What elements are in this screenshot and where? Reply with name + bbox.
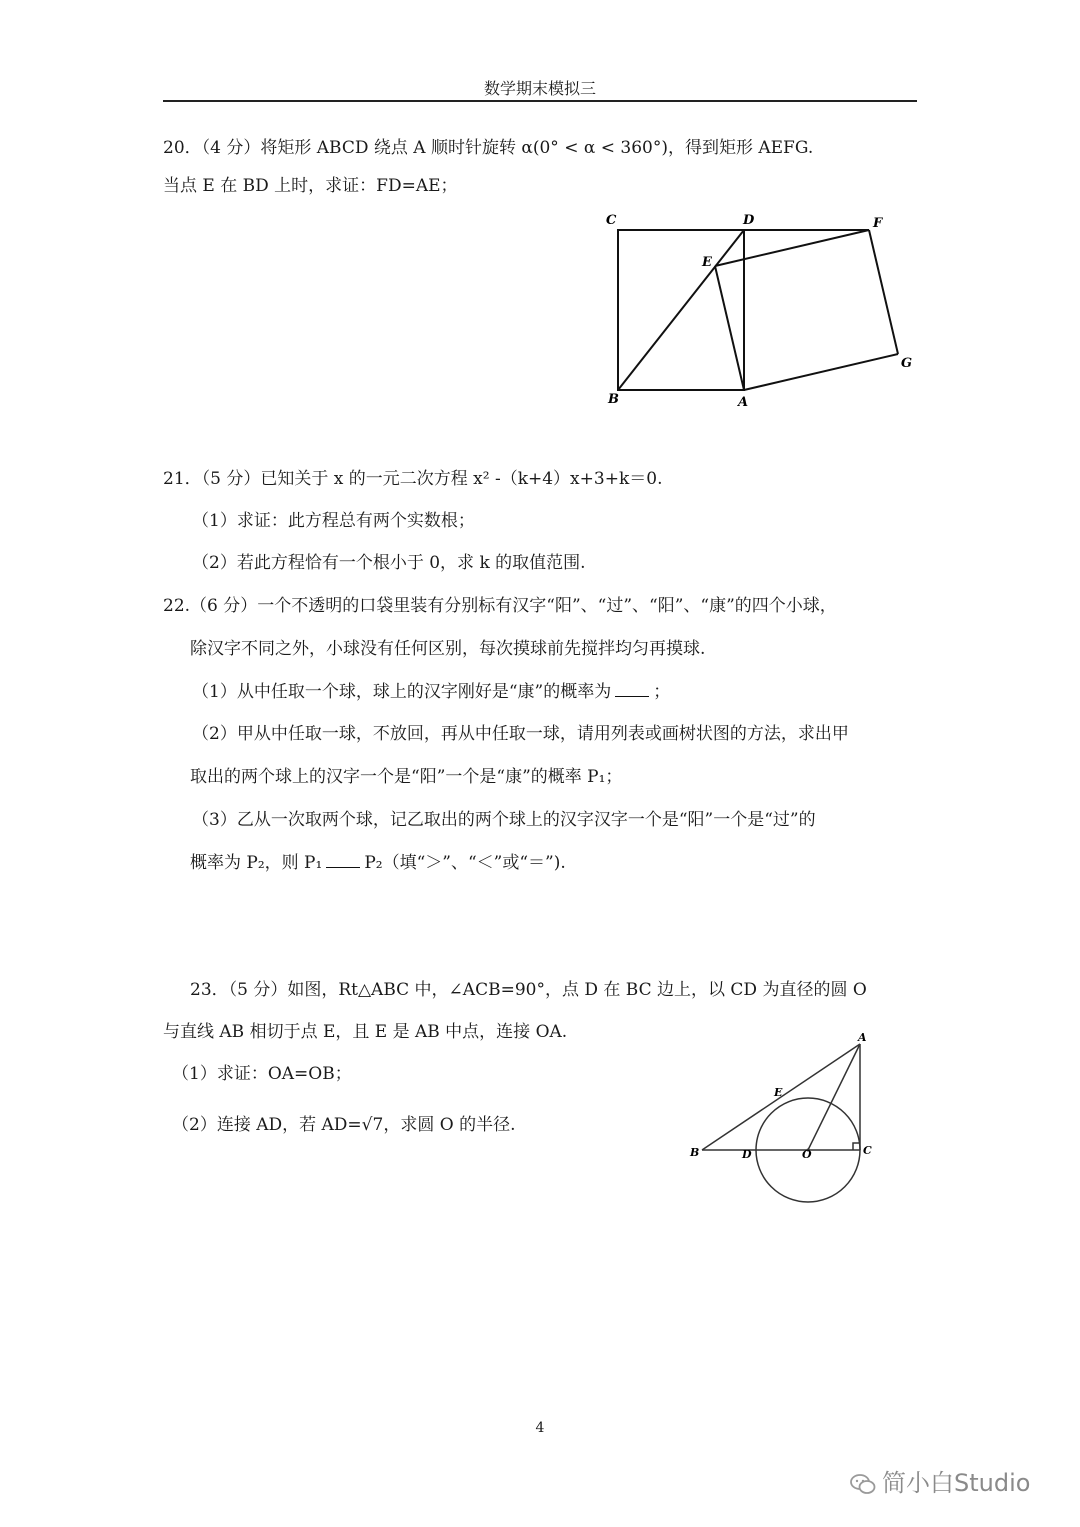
label-d: D: [742, 1148, 752, 1161]
label-b: B: [690, 1146, 700, 1159]
label-b: B: [608, 392, 619, 407]
label-o: O: [802, 1148, 812, 1161]
q22-stem-line1: 22.（6 分）一个不透明的口袋里装有分别标有汉字“阳”、“过”、“阳”、“康”的四个小球，: [163, 596, 837, 616]
q23-part2: （2）连接 AD，若 AD=√7，求圆 O 的半径.: [172, 1115, 516, 1135]
q22-part1-end: ；: [653, 682, 671, 702]
label-d: D: [743, 213, 755, 228]
segment-oa: [808, 1044, 860, 1150]
q22-part3-text: 概率为 P₂，则 P₁: [190, 853, 323, 873]
watermark-text: 简小白Studio: [882, 1469, 1031, 1497]
q21-stem: 21．（5 分）已知关于 x 的一元二次方程 x² -（k+4）x+3+k＝0.: [163, 469, 663, 489]
header-divider: [163, 100, 917, 102]
q23-stem-line1: 23．（5 分）如图，Rt△ABC 中，∠ACB=90°，点 D 在 BC 边上，以 CD 为直径的圆 O: [190, 980, 867, 1000]
answer-blank-2: [326, 853, 360, 868]
q23-stem-line2: 与直线 AB 相切于点 E，且 E 是 AB 中点，连接 OA.: [163, 1022, 568, 1042]
q23-part1: （1）求证：OA=OB；: [172, 1064, 352, 1084]
segment-ga: [744, 354, 898, 390]
q22-part3-line1: （3）乙从一次取两个球，记乙取出的两个球上的汉字汉字一个是“阳”一个是“过”的: [192, 810, 816, 830]
page-header-title: 数学期末模拟三: [483, 79, 596, 98]
q22-part2-line1: （2）甲从中任取一球，不放回，再从中任取一球，请用列表或画树状图的方法，求出甲: [192, 724, 849, 744]
q20-line2: 当点 E 在 BD 上时，求证：FD=AE；: [163, 176, 458, 196]
q23-figure: [684, 1030, 884, 1220]
label-c: C: [606, 213, 617, 228]
q22-part2-line2: 取出的两个球上的汉字一个是“阳”一个是“康”的概率 P₁；: [190, 767, 623, 787]
label-g: G: [901, 356, 913, 371]
q20-figure: [590, 200, 930, 420]
label-c: C: [863, 1144, 872, 1157]
label-a: A: [858, 1031, 867, 1044]
label-f: F: [873, 216, 883, 231]
q21-part2: （2）若此方程恰有一个根小于 0，求 k 的取值范围.: [192, 553, 586, 573]
label-a: A: [738, 395, 749, 410]
q22-part1: [192, 680, 670, 704]
q22-stem-line2: 除汉字不同之外，小球没有任何区别，每次摸球前先搅拌均匀再摸球.: [190, 639, 706, 659]
segment-ef: [715, 230, 869, 266]
q22-part1-text: （1）从中任取一个球，球上的汉字刚好是“康”的概率为: [192, 682, 612, 702]
segment-ae: [715, 266, 744, 390]
label-e: E: [702, 255, 712, 270]
watermark: [850, 1463, 1030, 1498]
wechat-icon: [850, 1473, 876, 1495]
q20-line1: 20．（4 分）将矩形 ABCD 绕点 A 顺时针旋转 α(0° < α < 360°)，得到矩形 AEFG.: [163, 138, 814, 158]
page-number: 4: [535, 1420, 545, 1436]
q21-part1: （1）求证：此方程总有两个实数根；: [192, 511, 475, 531]
q22-part3-line2: [190, 851, 566, 875]
answer-blank-1: [615, 682, 649, 697]
q22-part3-end: P₂（填“＞”、“＜”或“＝”).: [364, 853, 566, 873]
segment-fg: [869, 230, 898, 354]
label-e: E: [774, 1086, 783, 1099]
